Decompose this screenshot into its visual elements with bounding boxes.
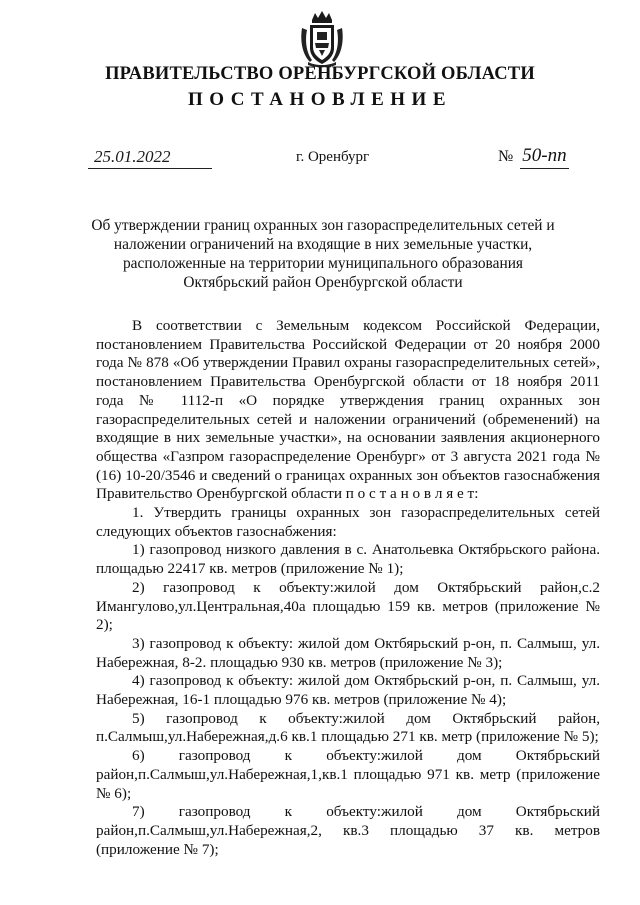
number-value: 50-пп (520, 144, 568, 169)
list-item: 4) газопровод к объекту: жилой дом Октябрьский р-он, п. Салмыш, ул. Набережная, 16-1 площадью 976 кв. метров (приложение № 4); (96, 672, 600, 709)
list-item: 5) газопровод к объекту:жилой дом Октябрьский район, п.Салмыш,ул.Набережная,д.6 кв.1 площадью 271 кв. метр (приложение № 5); (96, 709, 600, 746)
document-city: г. Оренбург (296, 149, 370, 165)
document-type: ПОСТАНОВЛЕНИЕ (187, 89, 453, 110)
document-date: 25.01.2022 (88, 146, 212, 169)
number-prefix: № (498, 148, 514, 165)
clause-paragraph: 1. Утвердить границы охранных зон газораспределительных сетей следующих объектов газоснабжения: (96, 504, 600, 540)
list-item: 2) газопровод к объекту:жилой дом Октябрьский район,с.2 Имангулово,ул.Центральная,40а площадью 159 кв. метров (приложение № 2); (96, 578, 600, 634)
document-title: Об утверждении границ охранных зон газораспределительных сетей и наложении ограничений на входящие в них земельные участки, расположенные на территории муниципального образования Октябрьский район Оренбургской области (91, 217, 555, 291)
document-number (498, 144, 569, 169)
preamble-paragraph: В соответствии с Земельным кодексом Российской Федерации, постановлением Правительства Российской Федерации от 20 ноября 2000 года № 878 «Об утверждении Правил охраны газораспределительных сетей», постановлением Правительства Оренбургской области от 18 ноября 2011 года № 1112-п «О порядке утверждения границ охранных зон газораспределительных сетей и наложении ограничений (обременений) на входящие в них земельные участки», на основании заявления акционерного общества «Газпром газораспределение Оренбург» от 3 августа 2021 года № (16) 10-20/3546 и сведений о границах охранных зон объектов газоснабжения Правительство Оренбургской области п о с т а н о в л я е т: (96, 317, 600, 503)
coat-of-arms-emblem (298, 10, 346, 68)
list-item: 6) газопровод к объекту:жилой дом Октябрьский район,п.Салмыш,ул.Набережная,1,кв.1 площадью 971 кв. метр (приложение № 6); (96, 747, 600, 802)
list-item: 1) газопровод низкого давления в с. Анатольевка Октябрьского района. площадью 22417 кв. метров (приложение № 1); (96, 541, 600, 578)
list-item: 7) газопровод к объекту:жилой дом Октябрьский район,п.Салмыш,ул.Набережная,2, кв.3 площадью 37 кв. метров (приложение № 7); (96, 803, 600, 858)
government-name: ПРАВИТЕЛЬСТВО ОРЕНБУРГСКОЙ ОБЛАСТИ (105, 64, 535, 84)
list-item: 3) газопровод к объекту: жилой дом Октбярьский р-он, п. Салмыш, ул. Набережная, 8-2. площадью 930 кв. метров (приложение № 3); (96, 634, 600, 671)
document-body (96, 317, 600, 859)
